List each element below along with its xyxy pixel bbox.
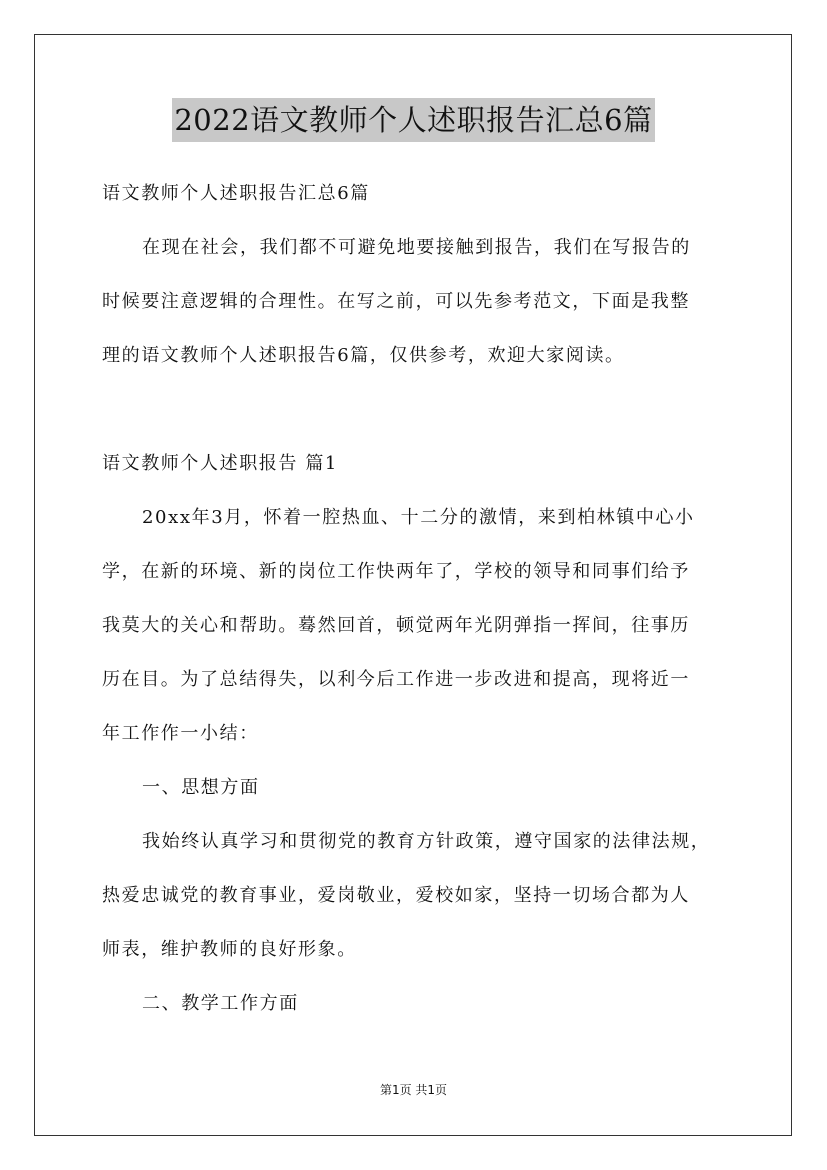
- paragraph-line: 时候要注意逻辑的合理性。在写之前，可以先参考范文，下面是我整: [102, 291, 690, 312]
- paragraph-line: 历在目。为了总结得失，以利今后工作进一步改进和提高，现将近一: [102, 669, 690, 690]
- subsection-heading: 一、思想方面: [142, 777, 260, 798]
- paragraph-line: 在现在社会，我们都不可避免地要接触到报告，我们在写报告的: [142, 237, 691, 258]
- paragraph-line: 我莫大的关心和帮助。蓦然回首，顿觉两年光阴弹指一挥间，往事历: [102, 615, 690, 636]
- document-title: 2022语文教师个人述职报告汇总6篇: [172, 98, 654, 142]
- subtitle-line: 语文教师个人述职报告汇总6篇: [102, 183, 370, 204]
- paragraph-line: 我始终认真学习和贯彻党的教育方针政策，遵守国家的法律法规，: [142, 831, 711, 852]
- paragraph-line: 20xx年3月，怀着一腔热血、十二分的激情，来到柏林镇中心小: [142, 507, 695, 528]
- paragraph-line: 热爱忠诚党的教育事业，爱岗敬业，爱校如家，坚持一切场合都为人: [102, 885, 690, 906]
- title-container: [0, 98, 827, 142]
- paragraph-line: 年工作作一小结：: [102, 723, 259, 744]
- subsection-heading: 二、教学工作方面: [142, 993, 299, 1014]
- page-footer: 第1页 共1页: [379, 1083, 448, 1097]
- paragraph-line: 理的语文教师个人述职报告6篇，仅供参考，欢迎大家阅读。: [102, 345, 625, 366]
- section-heading: 语文教师个人述职报告 篇1: [102, 453, 338, 474]
- paragraph-line: 学，在新的环境、新的岗位工作快两年了，学校的领导和同事们给予: [102, 561, 690, 582]
- paragraph-line: 师表，维护教师的良好形象。: [102, 939, 357, 960]
